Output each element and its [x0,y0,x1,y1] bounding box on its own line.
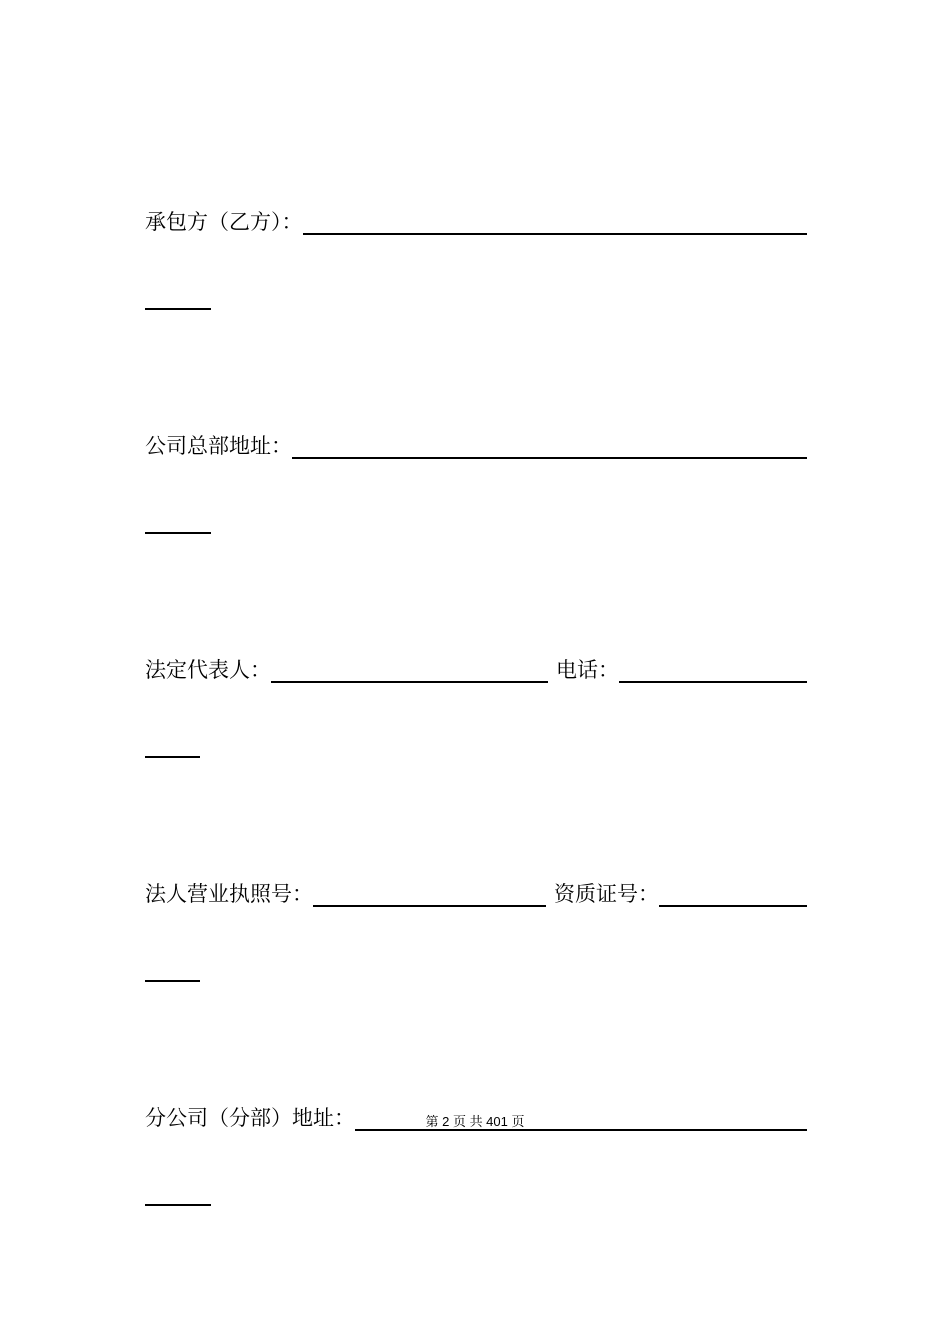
field-legal-representative-blank[interactable] [271,681,548,683]
field-business-license-blank[interactable] [313,905,546,907]
field-legal-representative [145,655,807,685]
field-branch-address-label: 分公司（分部）地址： [145,1106,355,1130]
field-contractor [145,207,807,237]
field-contractor-label: 承包方（乙方）： [145,210,303,234]
field-business-license [145,879,807,909]
field-branch-address-blank-continuation[interactable] [145,1204,211,1206]
field-headquarters-address-blank-continuation[interactable] [145,532,211,534]
field-legal-representative-label: 法定代表人： [145,658,271,682]
field-headquarters-address-blank[interactable] [292,457,807,459]
field-phone-label: 电话： [556,658,619,682]
field-qualification-blank[interactable] [659,905,807,907]
field-qualification-blank-continuation[interactable] [145,980,200,982]
field-headquarters-address-label: 公司总部地址： [145,434,292,458]
field-contractor-blank[interactable] [303,233,808,235]
field-phone-blank-continuation[interactable] [145,756,200,758]
field-phone-blank[interactable] [619,681,807,683]
page-number: 第 2 页 共 401 页 [425,1114,525,1129]
field-headquarters-address [145,431,807,461]
field-contractor-blank-continuation[interactable] [145,308,211,310]
field-business-license-label: 法人营业执照号： [145,882,313,906]
field-qualification-label: 资质证号： [554,882,659,906]
